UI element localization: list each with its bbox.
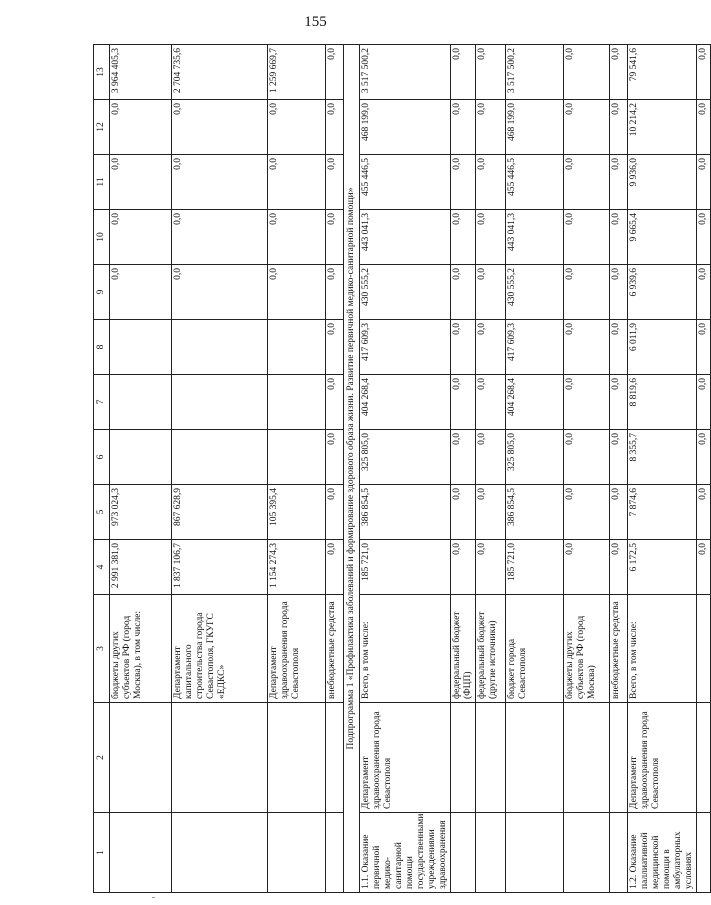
header-cell: 10 [94, 210, 110, 265]
page-number: 155 [304, 14, 327, 30]
header-cell: 5 [94, 485, 110, 540]
table-row [172, 45, 268, 893]
value-cell: 0,0 [697, 320, 711, 375]
header-cell: 3 [94, 595, 110, 703]
program-cell [172, 813, 268, 893]
source-cell: федеральный бюджет (другие источники) [476, 595, 506, 703]
program-cell [268, 813, 326, 893]
program-cell: 1.2. Оказание паллиативной медицинской помощи в амбулаторных условиях [628, 813, 697, 893]
value-cell: 443 041,3 [360, 210, 451, 265]
value-cell: 455 446,5 [506, 155, 564, 210]
header-cell: 4 [94, 540, 110, 595]
value-cell: 0,0 [451, 485, 476, 540]
value-cell: 0,0 [476, 45, 506, 100]
value-cell: 0,0 [172, 100, 268, 155]
value-cell [172, 430, 268, 485]
value-cell: 0,0 [451, 210, 476, 265]
value-cell: 0,0 [110, 265, 172, 320]
value-cell: 0,0 [326, 320, 344, 375]
value-cell: 105 395,4 [268, 485, 326, 540]
value-cell: 0,0 [610, 485, 628, 540]
value-cell: 0,0 [697, 540, 711, 595]
header-cell: 2 [94, 703, 110, 813]
value-cell: 417 609,3 [506, 320, 564, 375]
subprogram-row [344, 45, 360, 893]
value-cell: 0,0 [610, 320, 628, 375]
source-cell: внебюджетные средства [326, 595, 344, 703]
source-cell: Всего, в том числе: [628, 595, 697, 703]
executor-cell [697, 703, 711, 813]
value-cell: 7 874,6 [628, 485, 697, 540]
value-cell [110, 320, 172, 375]
value-cell: 0,0 [172, 265, 268, 320]
subprogram-title: Подпрограмма 1 «Профилактика заболеваний и формирование здорового образа жизни. Развитие первичной медико-санитарной помощи» [344, 45, 360, 893]
value-cell [268, 430, 326, 485]
value-cell: 0,0 [326, 375, 344, 430]
value-cell: 0,0 [476, 155, 506, 210]
executor-cell [610, 703, 628, 813]
value-cell: 468 199,0 [506, 100, 564, 155]
executor-cell [506, 703, 564, 813]
value-cell: 0,0 [326, 100, 344, 155]
rotated-table-container [93, 45, 708, 893]
value-cell [268, 320, 326, 375]
value-cell: 0,0 [451, 430, 476, 485]
value-cell: 0,0 [451, 320, 476, 375]
table-row [697, 45, 711, 893]
value-cell: 0,0 [697, 485, 711, 540]
value-cell: 0,0 [326, 210, 344, 265]
value-cell: 386 854,5 [506, 485, 564, 540]
header-cell: 7 [94, 375, 110, 430]
value-cell: 0,0 [697, 430, 711, 485]
program-cell [476, 813, 506, 893]
value-cell: 0,0 [476, 375, 506, 430]
header-cell: 13 [94, 45, 110, 100]
value-cell: 0,0 [451, 265, 476, 320]
value-cell: 6 011,9 [628, 320, 697, 375]
value-cell: 0,0 [172, 155, 268, 210]
value-cell: 0,0 [697, 265, 711, 320]
value-cell: 0,0 [610, 210, 628, 265]
executor-cell [110, 703, 172, 813]
value-cell: 3 517 500,2 [506, 45, 564, 100]
value-cell: 0,0 [476, 100, 506, 155]
header-cell: 12 [94, 100, 110, 155]
value-cell: 0,0 [476, 540, 506, 595]
value-cell: 0,0 [268, 155, 326, 210]
value-cell: 8 819,6 [628, 375, 697, 430]
program-cell [110, 813, 172, 893]
value-cell [110, 375, 172, 430]
program-cell [326, 813, 344, 893]
value-cell [172, 320, 268, 375]
value-cell: 455 446,5 [360, 155, 451, 210]
header-cell: 1 [94, 813, 110, 893]
program-cell [506, 813, 564, 893]
value-cell: 3 964 405,3 [110, 45, 172, 100]
value-cell: 79 541,6 [628, 45, 697, 100]
value-cell: 1 154 274,3 [268, 540, 326, 595]
scan-mark [152, 897, 155, 898]
value-cell: 973 024,3 [110, 485, 172, 540]
program-cell: 1.1. Оказание первичной медико-санитарной помощи государственными учреждениями здравоохранения [360, 813, 451, 893]
value-cell: 10 214,2 [628, 100, 697, 155]
value-cell: 0,0 [564, 375, 610, 430]
program-cell [610, 813, 628, 893]
value-cell: 0,0 [476, 320, 506, 375]
executor-cell [268, 703, 326, 813]
source-cell: бюджет города Севастополя [506, 595, 564, 703]
value-cell: 443 041,3 [506, 210, 564, 265]
value-cell: 0,0 [326, 485, 344, 540]
value-cell: 8 355,7 [628, 430, 697, 485]
value-cell: 0,0 [476, 265, 506, 320]
executor-cell [476, 703, 506, 813]
executor-cell [172, 703, 268, 813]
budget-table [93, 44, 711, 893]
source-cell: Всего, в том числе: [360, 595, 451, 703]
value-cell: 9 665,4 [628, 210, 697, 265]
program-cell [451, 813, 476, 893]
source-cell: бюджеты других субъектов РФ (город Москва), в том числе: [110, 595, 172, 703]
value-cell: 0,0 [610, 430, 628, 485]
source-cell: бюджеты других субъектов РФ (город Москва) [564, 595, 610, 703]
table-body [94, 45, 711, 893]
value-cell: 185 721,0 [506, 540, 564, 595]
table-row [268, 45, 326, 893]
value-cell: 0,0 [697, 210, 711, 265]
value-cell: 430 555,2 [360, 265, 451, 320]
value-cell: 0,0 [476, 485, 506, 540]
value-cell: 0,0 [697, 375, 711, 430]
value-cell: 0,0 [610, 100, 628, 155]
table-row [451, 45, 476, 893]
value-cell: 0,0 [268, 210, 326, 265]
value-cell: 0,0 [610, 265, 628, 320]
header-cell: 6 [94, 430, 110, 485]
value-cell: 0,0 [610, 155, 628, 210]
value-cell: 386 854,5 [360, 485, 451, 540]
header-cell: 9 [94, 265, 110, 320]
value-cell: 0,0 [326, 265, 344, 320]
value-cell: 0,0 [564, 540, 610, 595]
value-cell: 0,0 [697, 100, 711, 155]
table-row [360, 45, 451, 893]
value-cell: 0,0 [451, 45, 476, 100]
value-cell: 0,0 [610, 45, 628, 100]
table-row [564, 45, 610, 893]
value-cell: 0,0 [172, 210, 268, 265]
value-cell: 0,0 [564, 430, 610, 485]
value-cell: 0,0 [451, 155, 476, 210]
executor-cell: Департамент здравоохранения города Севастополя [360, 703, 451, 813]
value-cell: 0,0 [564, 210, 610, 265]
source-cell: внебюджетные средства [610, 595, 628, 703]
value-cell: 0,0 [564, 45, 610, 100]
value-cell: 404 268,4 [506, 375, 564, 430]
value-cell: 0,0 [326, 155, 344, 210]
value-cell: 0,0 [451, 540, 476, 595]
value-cell: 430 555,2 [506, 265, 564, 320]
value-cell: 0,0 [326, 540, 344, 595]
value-cell: 1 259 669,7 [268, 45, 326, 100]
value-cell: 468 199,0 [360, 100, 451, 155]
value-cell: 0,0 [564, 485, 610, 540]
value-cell: 0,0 [110, 155, 172, 210]
value-cell: 2 991 381,0 [110, 540, 172, 595]
value-cell: 0,0 [476, 210, 506, 265]
value-cell [110, 430, 172, 485]
value-cell: 325 805,0 [506, 430, 564, 485]
program-cell [697, 813, 711, 893]
value-cell: 0,0 [610, 540, 628, 595]
source-cell [697, 595, 711, 703]
value-cell: 325 805,0 [360, 430, 451, 485]
value-cell: 0,0 [268, 265, 326, 320]
value-cell: 0,0 [564, 265, 610, 320]
value-cell: 0,0 [326, 45, 344, 100]
value-cell: 0,0 [697, 155, 711, 210]
value-cell: 0,0 [268, 100, 326, 155]
value-cell: 6 172,5 [628, 540, 697, 595]
value-cell: 0,0 [451, 100, 476, 155]
program-cell [564, 813, 610, 893]
value-cell: 185 721,0 [360, 540, 451, 595]
value-cell [268, 375, 326, 430]
table-row [326, 45, 344, 893]
table-row [476, 45, 506, 893]
value-cell: 0,0 [697, 45, 711, 100]
value-cell: 0,0 [610, 375, 628, 430]
value-cell: 9 936,0 [628, 155, 697, 210]
source-cell: Департамент здравоохранения города Севастополя [268, 595, 326, 703]
header-cell: 11 [94, 155, 110, 210]
value-cell: 0,0 [564, 100, 610, 155]
value-cell: 867 628,9 [172, 485, 268, 540]
value-cell: 6 939,6 [628, 265, 697, 320]
table-row [628, 45, 697, 893]
value-cell: 1 837 106,7 [172, 540, 268, 595]
value-cell: 0,0 [326, 430, 344, 485]
source-cell: федеральный бюджет (ФЦП) [451, 595, 476, 703]
executor-cell: Департамент здравоохранения города Севастополя [628, 703, 697, 813]
value-cell: 0,0 [564, 155, 610, 210]
value-cell: 0,0 [451, 375, 476, 430]
executor-cell [564, 703, 610, 813]
value-cell: 0,0 [564, 320, 610, 375]
table-row [110, 45, 172, 893]
value-cell: 2 704 735,6 [172, 45, 268, 100]
value-cell: 0,0 [110, 100, 172, 155]
value-cell: 3 517 500,2 [360, 45, 451, 100]
table-row [506, 45, 564, 893]
executor-cell [326, 703, 344, 813]
header-cell: 8 [94, 320, 110, 375]
value-cell: 0,0 [476, 430, 506, 485]
value-cell: 417 609,3 [360, 320, 451, 375]
value-cell: 0,0 [110, 210, 172, 265]
value-cell [172, 375, 268, 430]
table-row [610, 45, 628, 893]
source-cell: Департамент капитального строительства города Севастополя, ГКУГС «ЕДКС» [172, 595, 268, 703]
header-row [94, 45, 110, 893]
value-cell: 404 268,4 [360, 375, 451, 430]
executor-cell [451, 703, 476, 813]
